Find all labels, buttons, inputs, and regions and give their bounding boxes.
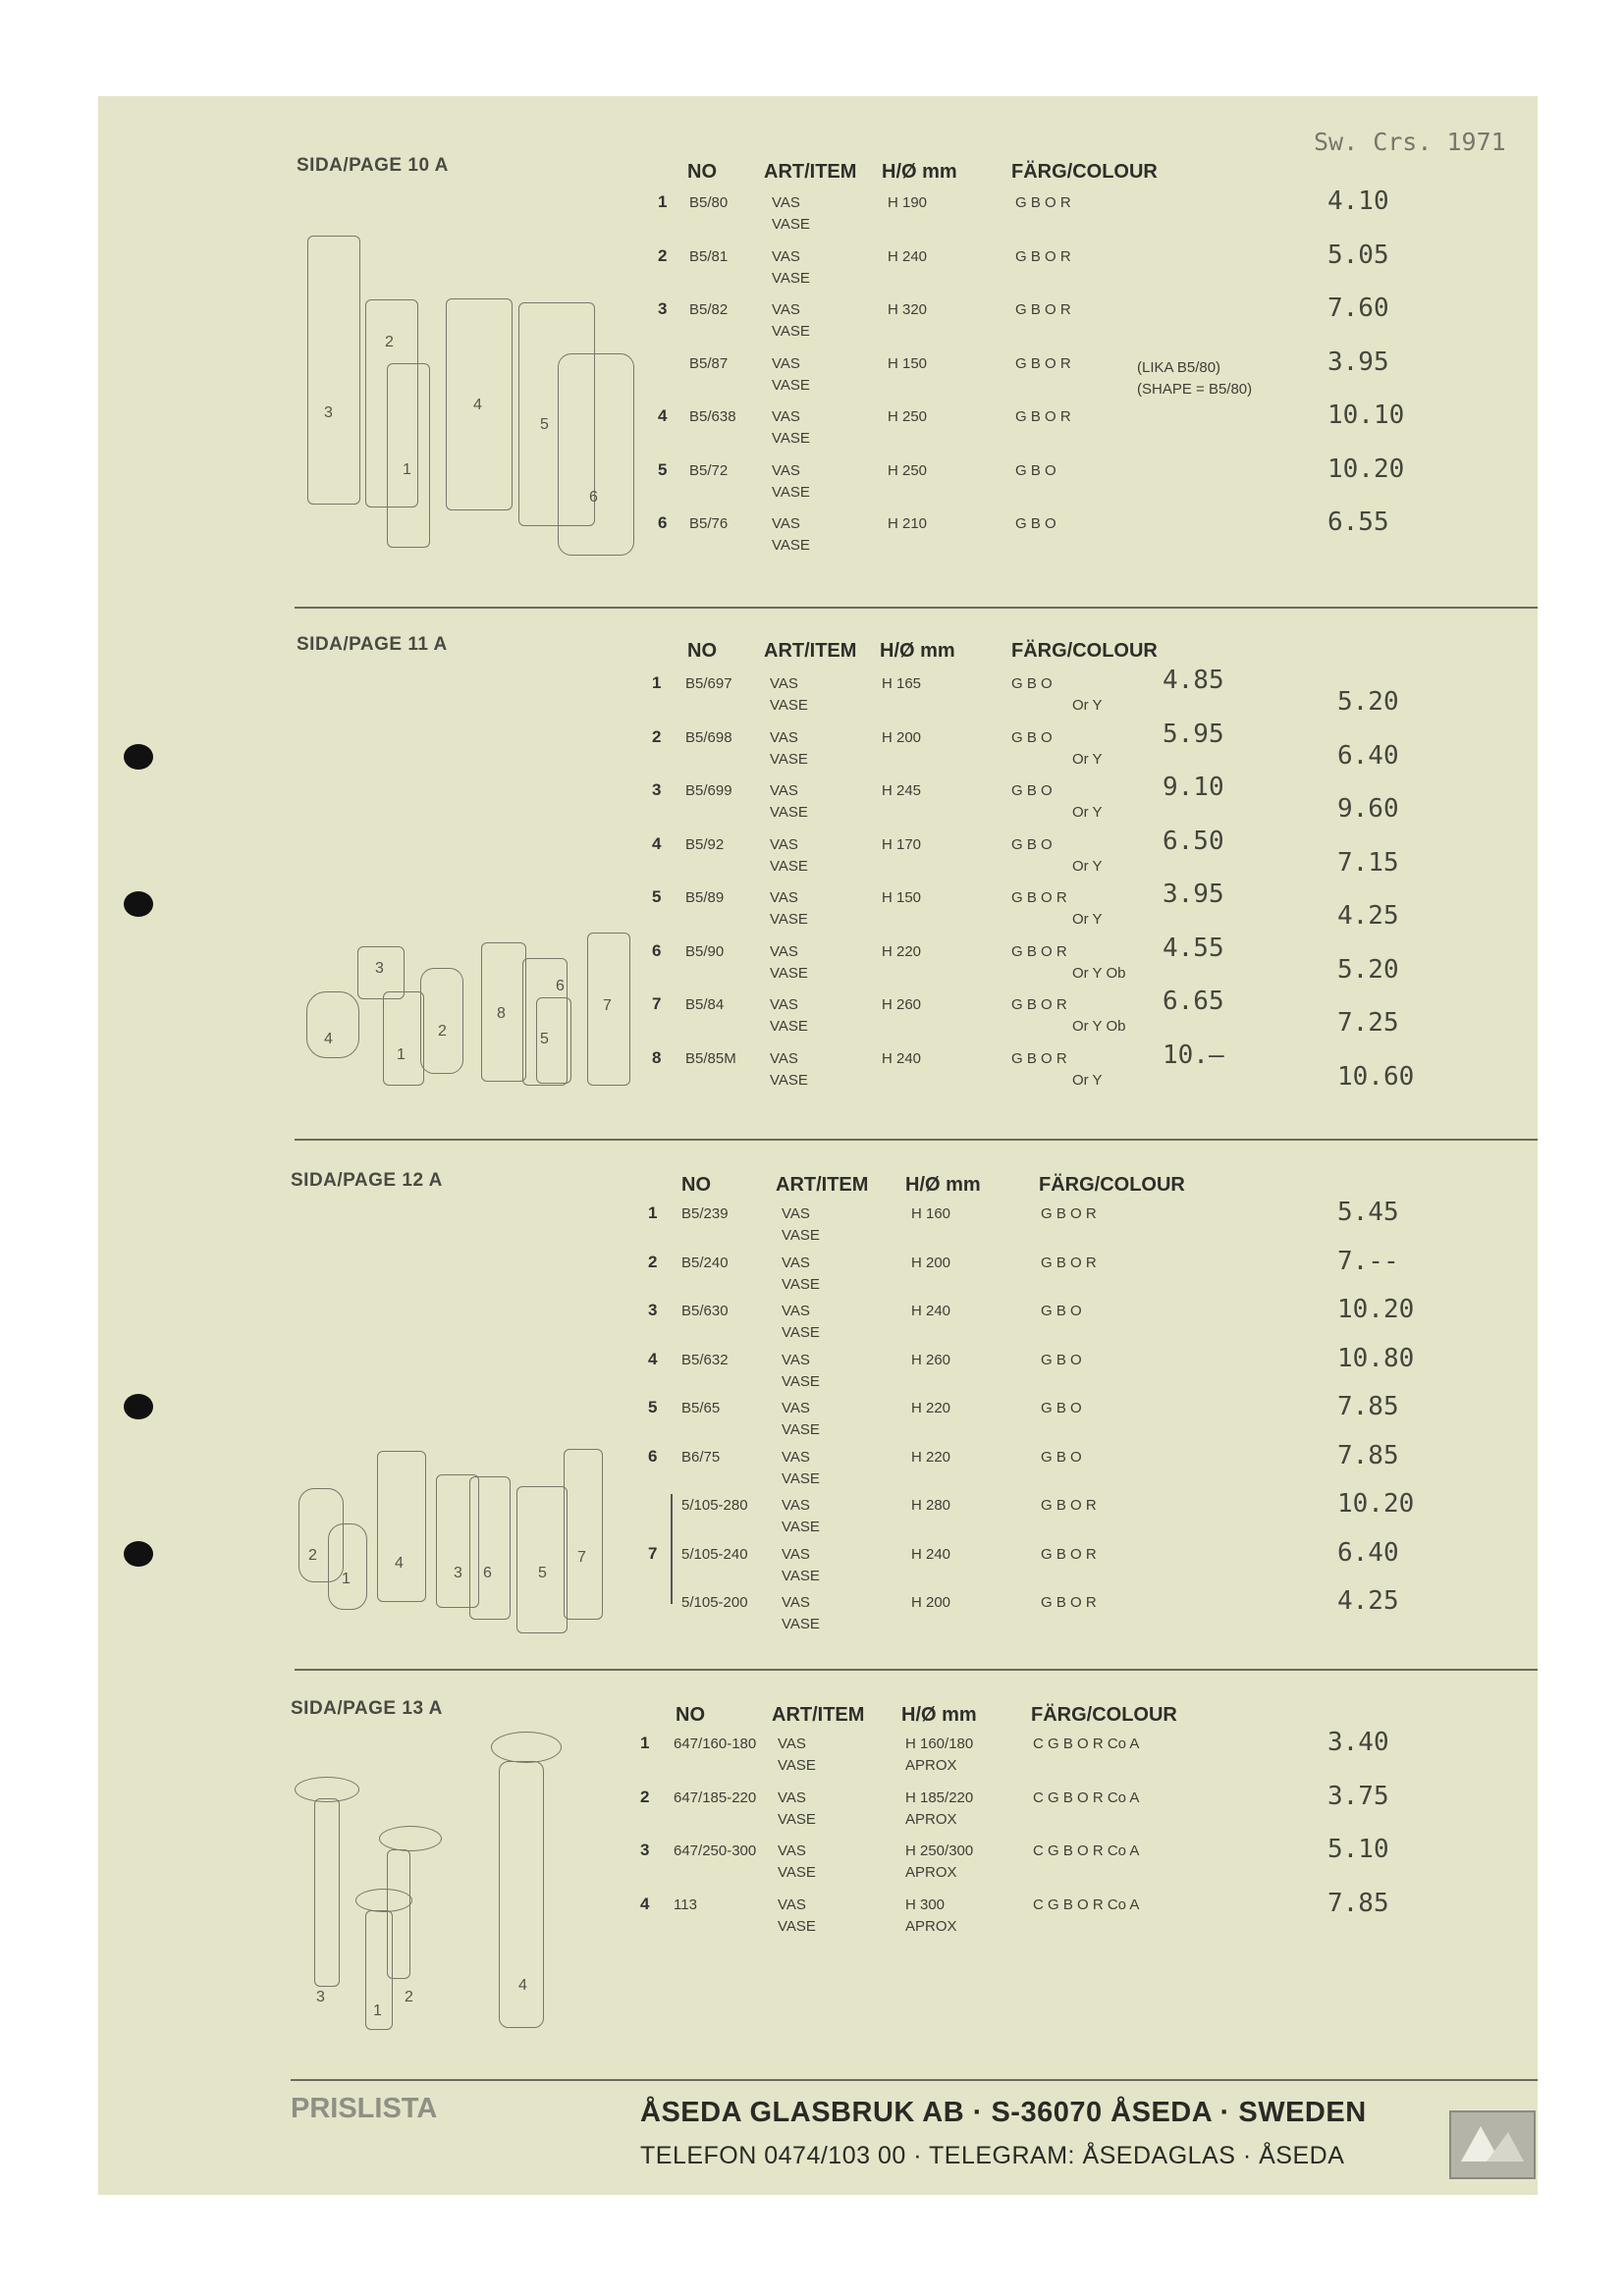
item-type-en: VASE [772, 430, 810, 447]
item-number: B5/632 [681, 1351, 729, 1368]
row-index: 1 [658, 192, 668, 211]
item-number: 113 [674, 1896, 697, 1913]
header-colour: FÄRG/COLOUR [1039, 1174, 1185, 1196]
item-number: B5/87 [689, 354, 729, 372]
item-height: H 240 [888, 247, 928, 265]
item-price: 3.40 [1327, 1728, 1389, 1757]
item-type-sv: VAS [778, 1789, 806, 1806]
row-index: 2 [652, 726, 662, 746]
item-height-note: APROX [905, 1810, 957, 1828]
item-price: 5.05 [1327, 240, 1389, 270]
item-height-note: APROX [905, 1757, 957, 1774]
item-type-en: VASE [778, 1864, 816, 1881]
item-price: 7.-- [1337, 1246, 1399, 1276]
item-height: H 170 [882, 835, 922, 853]
row-index: 6 [652, 940, 662, 960]
item-price-old: 3.95 [1163, 880, 1224, 909]
item-colours-extra: Or Y Ob [1072, 964, 1126, 982]
item-type-sv: VAS [770, 889, 798, 906]
header-colour: FÄRG/COLOUR [1031, 1704, 1177, 1726]
item-colours: G B O R [1015, 301, 1071, 318]
header-colour: FÄRG/COLOUR [1011, 161, 1158, 183]
item-colours: G B O R [1041, 1497, 1097, 1514]
item-type-sv: VAS [782, 1303, 810, 1319]
group-bracket [671, 1494, 682, 1604]
item-colours: G B O R [1041, 1545, 1097, 1563]
item-price-new: 4.25 [1337, 901, 1399, 931]
item-type-en: VASE [782, 1372, 820, 1390]
item-colours: G B O R [1015, 194, 1071, 211]
item-type-sv: VAS [782, 1448, 810, 1466]
item-type-sv: VAS [772, 515, 800, 532]
item-type-sv: VAS [782, 1254, 810, 1271]
item-height: H 280 [911, 1497, 951, 1514]
item-type-sv: VAS [778, 1735, 806, 1752]
row-index: 3 [640, 1841, 650, 1859]
item-height: H 300 [905, 1896, 946, 1913]
item-type-sv: VAS [782, 1400, 810, 1416]
logo-mark-icon [1451, 2112, 1534, 2177]
section-divider [295, 1669, 1538, 1671]
item-number: B5/240 [681, 1254, 729, 1271]
item-number: 5/105-200 [681, 1594, 748, 1611]
item-price-new: 5.20 [1337, 954, 1399, 985]
item-type-en: VASE [778, 1917, 816, 1935]
item-colours: G B O [1041, 1448, 1082, 1466]
item-number: 647/160-180 [674, 1735, 757, 1752]
item-type-en: VASE [782, 1324, 820, 1341]
shape-note-en: (SHAPE = B5/80) [1137, 381, 1253, 398]
row-index: 3 [658, 299, 668, 318]
year-stamp: Sw. Crs. 1971 [1314, 128, 1506, 156]
row-index: 4 [652, 833, 662, 853]
item-type-en: VASE [782, 1227, 820, 1244]
item-colours: G B O [1015, 461, 1056, 479]
header-h: H/Ø mm [880, 640, 955, 662]
item-colours: G B O R [1015, 408, 1071, 425]
punch-hole [124, 744, 153, 770]
item-number: B5/90 [685, 942, 725, 960]
item-price-old: 6.50 [1163, 826, 1224, 856]
row-index: 5 [652, 887, 662, 906]
item-type-en: VASE [770, 964, 808, 982]
item-colours: C G B O R Co A [1033, 1842, 1140, 1859]
item-type-sv: VAS [770, 835, 798, 853]
item-price-new: 6.40 [1337, 740, 1399, 771]
punch-hole [124, 1541, 153, 1567]
item-type-en: VASE [770, 1018, 808, 1035]
punch-hole [124, 1394, 153, 1419]
item-colours: G B O R [1011, 889, 1067, 906]
item-height: H 165 [882, 675, 922, 692]
item-number: B6/75 [681, 1448, 721, 1466]
item-colours: G B O R [1011, 942, 1067, 960]
item-number: B5/697 [685, 675, 732, 692]
row-index: 1 [648, 1203, 658, 1222]
item-number: B5/82 [689, 301, 729, 318]
item-colours-extra: Or Y [1072, 1071, 1103, 1089]
row-index: 4 [658, 406, 668, 425]
item-type-en: VASE [772, 537, 810, 554]
item-height: H 220 [911, 1400, 951, 1416]
item-height: H 240 [911, 1303, 951, 1319]
item-type-en: VASE [782, 1567, 820, 1584]
item-colours: G B O [1011, 728, 1053, 746]
item-price: 7.60 [1327, 294, 1389, 323]
item-colours-extra: Or Y [1072, 750, 1103, 768]
item-height: H 260 [882, 996, 922, 1013]
header-no: NO [687, 161, 717, 183]
item-price-old: 5.95 [1163, 719, 1224, 749]
item-height: H 220 [882, 942, 922, 960]
item-number: B5/85M [685, 1049, 736, 1067]
item-colours: G B O [1011, 782, 1053, 799]
item-number: 5/105-240 [681, 1545, 748, 1563]
item-colours-extra: Or Y [1072, 697, 1103, 714]
item-type-sv: VAS [770, 942, 798, 960]
header-h: H/Ø mm [901, 1704, 977, 1726]
item-colours-extra: Or Y [1072, 804, 1103, 821]
item-height: H 150 [882, 889, 922, 906]
item-type-sv: VAS [782, 1351, 810, 1368]
item-type-en: VASE [778, 1757, 816, 1774]
item-type-sv: VAS [770, 675, 798, 692]
item-number: B5/81 [689, 247, 729, 265]
item-height: H 200 [911, 1254, 951, 1271]
row-index: 6 [658, 513, 668, 532]
item-colours: G B O [1015, 515, 1056, 532]
row-index: 3 [652, 780, 662, 799]
item-price: 5.10 [1327, 1835, 1389, 1864]
item-number: B5/92 [685, 835, 725, 853]
item-type-en: VASE [770, 857, 808, 875]
company-address: ÅSEDA GLASBRUK AB · S-36070 ÅSEDA · SWEDEN [640, 2097, 1367, 2128]
item-type-en: VASE [782, 1519, 820, 1535]
item-height: H 185/220 [905, 1789, 974, 1806]
header-h: H/Ø mm [882, 161, 957, 183]
item-number: 647/185-220 [674, 1789, 757, 1806]
item-colours: G B O R [1041, 1254, 1097, 1271]
item-height: H 220 [911, 1448, 951, 1466]
item-height: H 200 [882, 728, 922, 746]
row-index: 1 [652, 673, 662, 692]
item-price: 10.20 [1337, 1489, 1415, 1519]
item-height: H 160 [911, 1205, 951, 1222]
item-height-note: APROX [905, 1917, 957, 1935]
item-colours-extra: Or Y Ob [1072, 1018, 1126, 1035]
item-type-en: VASE [772, 376, 810, 394]
item-colours: G B O R [1011, 1049, 1067, 1067]
item-type-en: VASE [770, 697, 808, 714]
item-type-sv: VAS [772, 301, 800, 318]
item-height: H 190 [888, 194, 928, 211]
item-type-sv: VAS [772, 461, 800, 479]
item-type-en: VASE [782, 1616, 820, 1632]
item-colours: G B O R [1041, 1205, 1097, 1222]
item-price: 5.45 [1337, 1198, 1399, 1227]
item-price-new: 7.15 [1337, 847, 1399, 878]
item-type-sv: VAS [772, 408, 800, 425]
footer-divider [291, 2079, 1538, 2081]
item-number: B5/89 [685, 889, 725, 906]
item-type-sv: VAS [770, 996, 798, 1013]
item-colours: G B O R [1015, 354, 1071, 372]
item-number: 5/105-280 [681, 1497, 748, 1514]
item-colours: C G B O R Co A [1033, 1789, 1140, 1806]
item-price: 7.85 [1337, 1392, 1399, 1421]
item-price-old: 4.85 [1163, 666, 1224, 695]
item-colours: G B O [1041, 1303, 1082, 1319]
row-index: 7 [652, 994, 662, 1013]
item-type-en: VASE [772, 483, 810, 501]
item-type-sv: VAS [772, 354, 800, 372]
item-height: H 240 [882, 1049, 922, 1067]
item-price: 10.20 [1327, 454, 1405, 484]
item-colours-extra: Or Y [1072, 911, 1103, 928]
item-price-new: 7.25 [1337, 1008, 1399, 1038]
item-type-en: VASE [770, 1071, 808, 1089]
item-number: 647/250-300 [674, 1842, 757, 1859]
item-height: H 150 [888, 354, 928, 372]
item-price: 6.55 [1327, 507, 1389, 537]
item-price-new: 5.20 [1337, 687, 1399, 717]
item-type-sv: VAS [782, 1205, 810, 1222]
item-type-sv: VAS [782, 1497, 810, 1514]
item-colours: C G B O R Co A [1033, 1896, 1140, 1913]
item-type-en: VASE [770, 750, 808, 768]
item-price: 7.85 [1337, 1440, 1399, 1470]
item-colours: G B O [1041, 1400, 1082, 1416]
item-height: H 210 [888, 515, 928, 532]
row-index: 1 [640, 1734, 650, 1752]
item-price: 10.20 [1337, 1295, 1415, 1324]
item-type-sv: VAS [778, 1842, 806, 1859]
item-height: H 250 [888, 461, 928, 479]
item-type-en: VASE [772, 323, 810, 340]
row-index: 6 [648, 1446, 658, 1466]
section-title-page-12: SIDA/PAGE 12 A [291, 1170, 443, 1191]
item-colours: G B O R [1011, 996, 1067, 1013]
item-price: 4.10 [1327, 187, 1389, 216]
item-type-en: VASE [782, 1421, 820, 1438]
company-logo [1449, 2110, 1536, 2179]
item-height: H 250 [888, 408, 928, 425]
item-colours: G B O R [1015, 247, 1071, 265]
company-contact: TELEFON 0474/103 00 · TELEGRAM: ÅSEDAGLAS · ÅSEDA [640, 2142, 1345, 2169]
item-type-sv: VAS [772, 194, 800, 211]
row-index: 2 [648, 1252, 658, 1271]
item-price-old: 4.55 [1163, 933, 1224, 963]
row-index: 5 [648, 1398, 658, 1416]
header-no: NO [687, 640, 717, 662]
item-type-sv: VAS [778, 1896, 806, 1913]
item-type-sv: VAS [782, 1545, 810, 1563]
item-type-sv: VAS [770, 728, 798, 746]
header-no: NO [676, 1704, 705, 1726]
row-index: 2 [640, 1787, 650, 1806]
header-art: ART/ITEM [764, 161, 857, 183]
item-type-en: VASE [782, 1469, 820, 1487]
header-art: ART/ITEM [772, 1704, 865, 1726]
item-type-sv: VAS [770, 782, 798, 799]
item-colours: G B O [1011, 675, 1053, 692]
section-title-page-13: SIDA/PAGE 13 A [291, 1698, 443, 1719]
header-art: ART/ITEM [764, 640, 857, 662]
item-height: H 250/300 [905, 1842, 974, 1859]
row-index: 3 [648, 1301, 658, 1319]
item-number: B5/84 [685, 996, 725, 1013]
item-colours: G B O [1011, 835, 1053, 853]
item-number: B5/698 [685, 728, 732, 746]
item-number: B5/630 [681, 1303, 729, 1319]
item-price-old: 10.— [1163, 1040, 1224, 1070]
item-number: B5/72 [689, 461, 729, 479]
item-price-old: 9.10 [1163, 773, 1224, 802]
item-type-en: VASE [772, 269, 810, 287]
row-index: 4 [640, 1894, 650, 1913]
item-price: 10.10 [1327, 400, 1405, 430]
shape-note: (LIKA B5/80) [1137, 359, 1221, 376]
item-type-en: VASE [782, 1275, 820, 1293]
row-index: 8 [652, 1047, 662, 1067]
item-number: B5/638 [689, 408, 736, 425]
item-height: H 260 [911, 1351, 951, 1368]
item-colours: G B O R [1041, 1594, 1097, 1611]
item-colours: C G B O R Co A [1033, 1735, 1140, 1752]
section-divider [295, 607, 1538, 609]
section-title-page-10: SIDA/PAGE 10 A [297, 155, 449, 176]
item-number: B5/80 [689, 194, 729, 211]
punch-hole [124, 891, 153, 917]
item-price: 3.95 [1327, 347, 1389, 377]
row-index: 2 [658, 245, 668, 265]
item-type-en: VASE [772, 216, 810, 233]
item-price-old: 6.65 [1163, 987, 1224, 1016]
item-type-en: VASE [770, 911, 808, 928]
item-type-sv: VAS [782, 1594, 810, 1611]
item-height: H 200 [911, 1594, 951, 1611]
item-type-sv: VAS [772, 247, 800, 265]
header-h: H/Ø mm [905, 1174, 981, 1196]
header-no: NO [681, 1174, 711, 1196]
item-number: B5/76 [689, 515, 729, 532]
section-divider [295, 1139, 1538, 1141]
header-colour: FÄRG/COLOUR [1011, 640, 1158, 662]
item-height-note: APROX [905, 1864, 957, 1881]
item-price: 3.75 [1327, 1781, 1389, 1811]
item-height: H 240 [911, 1545, 951, 1563]
item-type-sv: VAS [770, 1049, 798, 1067]
row-index: 5 [658, 459, 668, 479]
item-colours: G B O [1041, 1351, 1082, 1368]
item-height: H 245 [882, 782, 922, 799]
item-number: B5/239 [681, 1205, 729, 1222]
item-number: B5/699 [685, 782, 732, 799]
item-price: 6.40 [1337, 1537, 1399, 1568]
item-height: H 160/180 [905, 1735, 974, 1752]
item-price: 4.25 [1337, 1586, 1399, 1616]
item-type-en: VASE [778, 1810, 816, 1828]
row-index: 4 [648, 1349, 658, 1368]
item-price: 10.80 [1337, 1343, 1415, 1373]
item-price-new: 10.60 [1337, 1061, 1415, 1092]
header-art: ART/ITEM [776, 1174, 869, 1196]
item-price: 7.85 [1327, 1888, 1389, 1918]
item-type-en: VASE [770, 804, 808, 821]
item-price-new: 9.60 [1337, 794, 1399, 824]
item-height: H 320 [888, 301, 928, 318]
prislista-label: PRISLISTA [291, 2093, 438, 2124]
item-colours-extra: Or Y [1072, 857, 1103, 875]
row-index: 7 [648, 1543, 658, 1563]
item-number: B5/65 [681, 1400, 721, 1416]
section-title-page-11: SIDA/PAGE 11 A [297, 634, 448, 655]
